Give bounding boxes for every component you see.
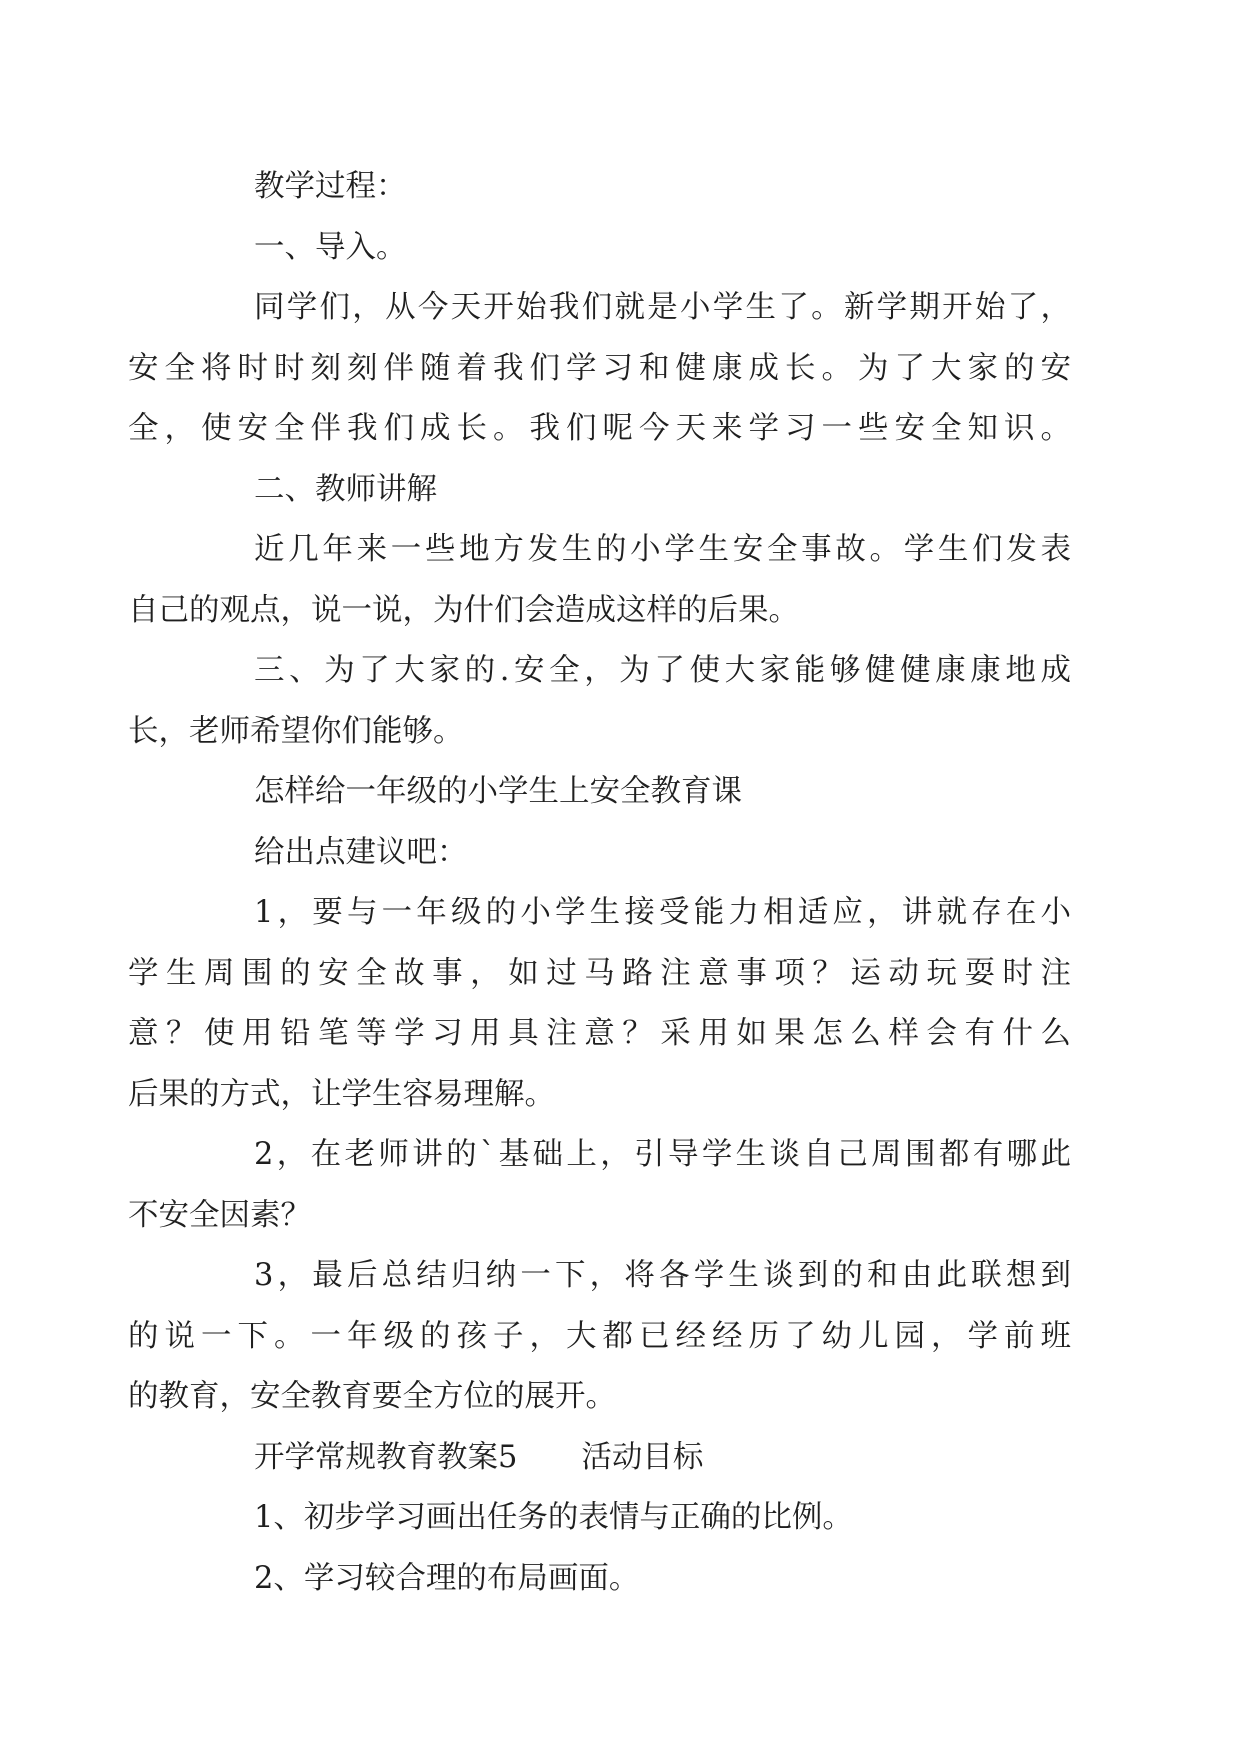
objective-item	[191, 1549, 1071, 1610]
paragraph-teacher-heading	[191, 460, 1071, 521]
line: 一、导入。	[254, 229, 407, 265]
line: 怎样给一年级的小学生上安全教育课	[254, 774, 742, 809]
line: 三、为了大家的.安全，为了使大家能够健健康康地成	[254, 653, 1071, 688]
section-heading	[191, 1428, 1071, 1489]
line: 同学们，从今天开始我们就是小学生了。新学期开始了，	[254, 290, 1071, 325]
paragraph-intro-heading	[191, 218, 1071, 279]
line: 意？使用铅笔等学习用具注意？采用如果怎么样会有什么	[128, 1016, 1071, 1051]
paragraph-safety	[128, 641, 1071, 762]
line: 2，在老师讲的`基础上，引导学生谈自己周围都有哪此	[254, 1137, 1071, 1172]
paragraph-accidents	[128, 520, 1071, 641]
line: 3，最后总结归纳一下，将各学生谈到的和由此联想到	[254, 1258, 1071, 1293]
line: 1、初步学习画出任务的表情与正确的比例。	[254, 1500, 853, 1535]
line: 近几年来一些地方发生的小学生安全事故。学生们发表	[254, 532, 1071, 567]
line: 学生周围的安全故事，如过马路注意事项？运动玩耍时注	[128, 955, 1071, 991]
paragraph-intro	[128, 278, 1071, 460]
line: 安全将时时刻刻伴随着我们学习和健康成长。为了大家的安	[128, 350, 1071, 386]
section-title: 开学常规教育教案5	[254, 1439, 518, 1475]
line: 不安全因素？	[128, 1197, 311, 1233]
line: 全，使安全伴我们成长。我们呢今天来学习一些安全知识。	[128, 411, 1071, 446]
line: 自己的观点，说一说，为什们会造成这样的后果。	[128, 592, 799, 628]
line: 给出点建议吧：	[254, 834, 468, 870]
paragraph-advice-3	[128, 1246, 1071, 1428]
section-subtitle: 活动目标	[581, 1439, 704, 1475]
line: 长，老师希望你们能够。	[128, 713, 464, 749]
line: 的教育，安全教育要全方位的展开。	[128, 1379, 616, 1414]
line: 二、教师讲解	[254, 471, 437, 507]
line: 2、学习较合理的布局画面。	[254, 1560, 640, 1596]
objective-item	[191, 1488, 1071, 1549]
paragraph-advice-1	[128, 883, 1071, 1125]
paragraph-advice-heading	[191, 823, 1071, 884]
paragraph-advice-2	[128, 1125, 1071, 1246]
line: 教学过程：	[254, 169, 407, 204]
line: 1，要与一年级的小学生接受能力相适应，讲就存在小	[254, 895, 1071, 930]
document-body	[128, 157, 1071, 1609]
paragraph-process-heading	[191, 157, 1071, 218]
line: 的说一下。一年级的孩子，大都已经经历了幼儿园，学前班	[128, 1318, 1071, 1354]
line: 后果的方式，让学生容易理解。	[128, 1076, 555, 1112]
paragraph-question	[191, 762, 1071, 823]
